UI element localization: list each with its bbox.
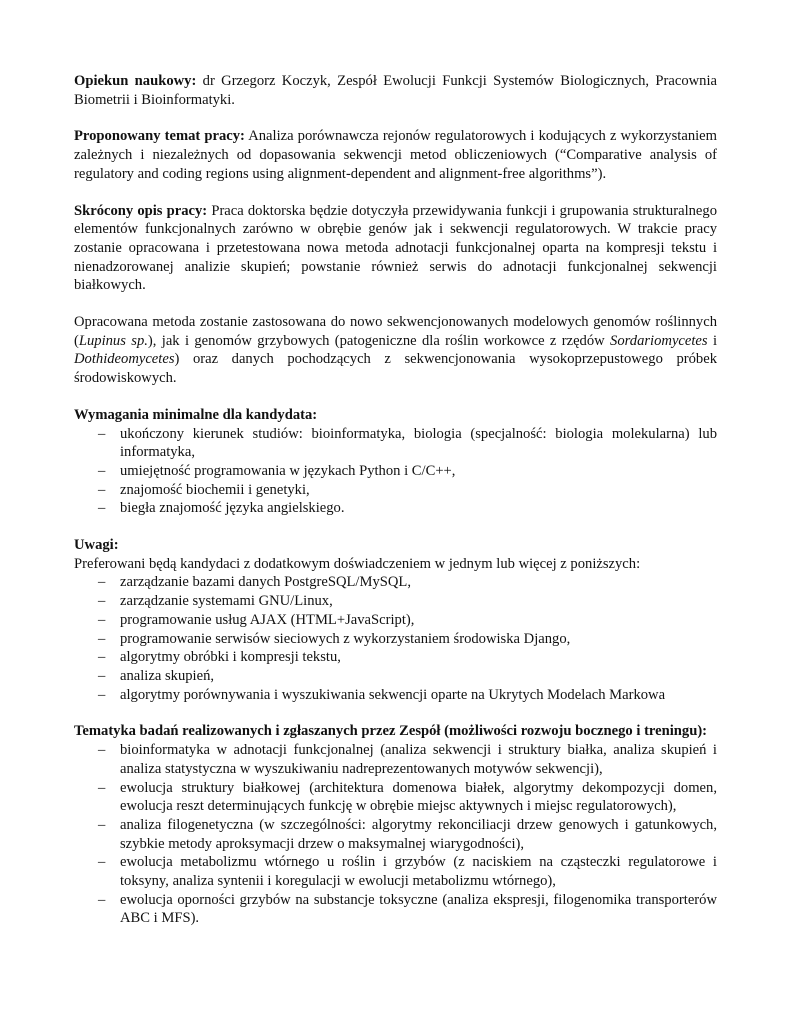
lupinus-term: Lupinus sp. <box>78 332 148 349</box>
topic-paragraph <box>74 127 717 183</box>
list-item: – programowanie serwisów sieciowych z wykorzystaniem środowiska Django, <box>74 630 717 649</box>
requirements-heading: Wymagania minimalne dla kandydata: <box>74 406 318 423</box>
topic-text: Analiza porównawcza rejonów regulatorowych i kodujących z wykorzystaniem zależnych i niezależnych od dopasowania sekwencji metod obliczeniowych (“Comparative analysis of regulatory and coding regions using alignment-dependent and alignment-free algorithms”). <box>74 128 717 182</box>
list-item: – analiza filogenetyczna (w szczególności: algorytmy rekonciliacji drzew genowych i gatunkowych, szybkie metody aproksymacji drzew o maksymalnej wiarygodności), <box>74 816 717 853</box>
application-text-4: ) oraz danych pochodzących z sekwencjonowania wysokoprzepustowego próbek środowiskowych. <box>74 351 717 387</box>
supervisor-text: dr Grzegorz Koczyk, Zespół Ewolucji Funkcji Systemów Biologicznych, Pracownia Biometrii i Bioinformatyki. <box>74 73 717 108</box>
list-item: – ewolucja oporności grzybów na substancje toksyczne (analiza ekspresji, filogenomika transporterów ABC i MFS). <box>74 891 717 928</box>
supervisor-label: Opiekun naukowy: <box>74 73 197 89</box>
list-item: – zarządzanie bazami danych PostgreSQL/MySQL, <box>74 573 717 592</box>
list-item: – algorytmy obróbki i kompresji tekstu, <box>74 648 717 667</box>
document-body <box>74 72 717 928</box>
sordariomycetes-term: Sordariomycetes <box>610 332 708 349</box>
notes-heading: Uwagi: <box>74 537 119 554</box>
list-item: – algorytmy porównywania i wyszukiwania sekwencji oparte na Ukrytych Modelach Markowa <box>74 686 717 705</box>
list-item: – bioinformatyka w adnotacji funkcjonalnej (analiza sekwencji i struktury białka, analiza skupień i analiza statystyczna w wyszukiwaniu nadreprezentowanych motywów sekwencji), <box>74 741 717 778</box>
list-item: – znajomość biochemii i genetyki, <box>74 481 717 500</box>
research-list <box>74 741 717 928</box>
dothideomycetes-term: Dothideomycetes <box>74 351 175 368</box>
application-text-2: ), jak i genomów grzybowych (patogeniczne dla roślin workowce z rzędów <box>147 332 611 349</box>
list-item: – biegła znajomość języka angielskiego. <box>74 499 717 518</box>
list-item: – programowanie usług AJAX (HTML+JavaScript), <box>74 611 717 630</box>
list-item: – ewolucja metabolizmu wtórnego u roślin i grzybów (z naciskiem na cząsteczki regulatorowe i toksyny, analiza syntenii i koregulacji w ewolucji metabolizmu wtórnego), <box>74 853 717 890</box>
list-item: – ewolucja struktury białkowej (architektura domenowa białek, algorytmy dekompozycji domen, ewolucja reszt determinujących funkcję w obrębie miejsc aktywnych i miejsc regulatorowych), <box>74 779 717 816</box>
list-item: – ukończony kierunek studiów: bioinformatyka, biologia (specjalność: biologia molekularna) lub informatyka, <box>74 425 717 462</box>
requirements-list <box>74 425 717 519</box>
list-item: – analiza skupień, <box>74 667 717 686</box>
notes-list <box>74 573 717 704</box>
notes-intro: Preferowani będą kandydaci z dodatkowym doświadczeniem w jednym lub więcej z poniższych: <box>74 555 641 572</box>
research-heading: Tematyka badań realizowanych i zgłaszanych przez Zespół (możliwości rozwoju bocznego i treningu): <box>74 723 708 740</box>
summary-paragraph <box>74 202 717 296</box>
supervisor-paragraph <box>74 72 717 109</box>
summary-text: Praca doktorska będzie dotyczyła przewidywania funkcji i grupowania strukturalnego elementów funkcjonalnych zarówno w obrębie genów jak i sekwencji regulatorowych. W trakcie pracy zostanie opracowana i przetestowana nowa metoda adnotacji funkcjonalnej oparta na kompresji tekstu i nienadzorowanej analizie skupień; powstanie również serwis do adnotacji funkcjonalnej sekwencji białkowych. <box>74 202 717 294</box>
application-text-3: i <box>707 332 718 349</box>
application-paragraph <box>74 313 717 388</box>
application-text-1: Opracowana metoda zostanie zastosowana do nowo sekwencjonowanych modelowych genomów roślinnych ( <box>74 314 717 349</box>
list-item: – zarządzanie systemami GNU/Linux, <box>74 592 717 611</box>
list-item: – umiejętność programowania w językach Python i C/C++, <box>74 462 717 481</box>
topic-label: Proponowany temat pracy: <box>74 128 245 145</box>
summary-label: Skrócony opis pracy: <box>74 202 208 219</box>
